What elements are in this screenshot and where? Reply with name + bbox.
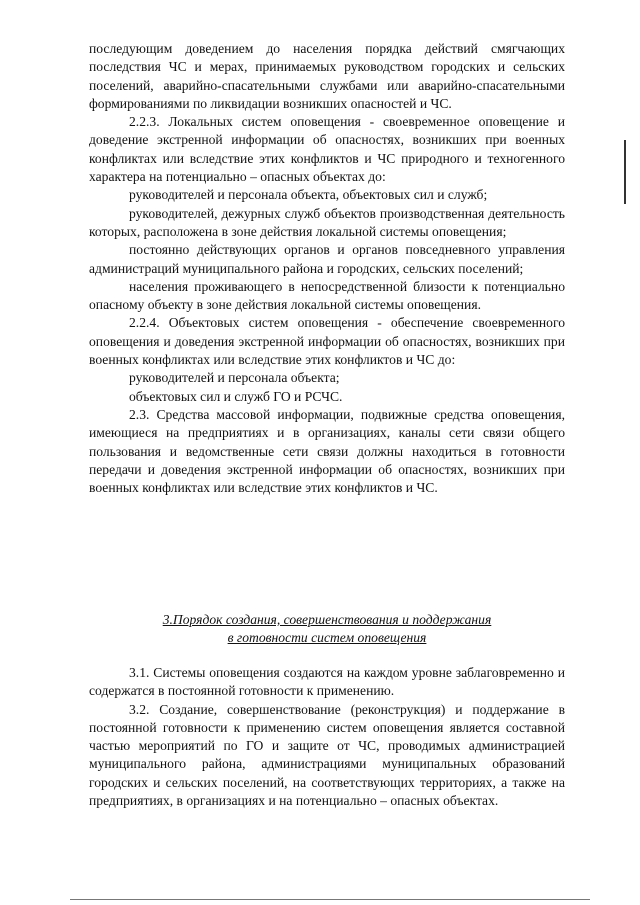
list-item-2-2-3-c: постоянно действующих органов и органов повседневного управления администраций муниципального района и городских, сельских поселений; — [89, 242, 565, 276]
paragraph-3-1: 3.1. Системы оповещения создаются на каждом уровне заблаговременно и содержатся в постоянной готовности к применению. — [89, 665, 565, 699]
section3-heading-line2: в готовности систем оповещения — [227, 630, 427, 645]
paragraph-intro-continuation: последующим доведением до населения порядка действий смягчающих последствия ЧС и мерах, принимаемых руководством городских и сельских поселений, аварийно-спасательными службами или аварийно-спасательными формированиями по ликвидации возникших опасностей и ЧС. — [89, 41, 565, 111]
section3-heading — [89, 611, 565, 647]
paragraph-2-2-3: 2.2.3. Локальных систем оповещения - своевременное оповещение и доведение экстренной информации об опасностях, возникших при военных конфликтах или вследствие этих конфликтов и ЧС природного и техногенного характера на потенциально – опасных объектах до: — [89, 114, 565, 185]
list-item-2-2-3-b: руководителей, дежурных служб объектов производственная деятельность которых, расположена в зоне действия локальной системы оповещения; — [89, 205, 565, 239]
scan-edge-mark — [624, 140, 626, 204]
list-item-2-2-4-a: руководителей и персонала объекта; — [129, 370, 340, 386]
section2-body — [89, 40, 565, 497]
paragraph-3-2: 3.2. Создание, совершенствование (реконструкция) и поддержание в постоянной готовности к применению систем оповещения является составной частью мероприятий по ГО и защите от ЧС, проводимых администрацией муниципального района, администрациями муниципальных образований городских и сельских поселений, на соответствующих территориях, а также на предприятиях, в организациях и на потенциально – опасных объектах. — [89, 701, 565, 809]
scan-bottom-rule — [70, 899, 590, 900]
section3-body — [89, 664, 565, 810]
paragraph-2-2-4: 2.2.4. Объектовых систем оповещения - обеспечение своевременного оповещения и доведения экстренной информации об опасностях, возникших при военных конфликтах или вследствие этих конфликтов и ЧС до: — [89, 315, 565, 368]
list-item-2-2-4-b: объектовых сил и служб ГО и РСЧС. — [129, 388, 343, 404]
list-item-2-2-3-a: руководителей и персонала объекта, объектовых сил и служб; — [129, 187, 488, 203]
list-item-2-2-3-d: населения проживающего в непосредственной близости к потенциально опасному объекту в зоне действия локальной системы оповещения. — [89, 278, 565, 313]
paragraph-2-3: 2.3. Средства массовой информации, подвижные средства оповещения, имеющиеся на предприятиях и в организациях, каналы сети связи общего пользования и ведомственные сети связи должны находиться в готовности передачи и доведения экстренной информации об опасностях, возникших при военных конфликтах или вследствие этих конфликтов и ЧС. — [89, 406, 565, 496]
section3-heading-line1: 3.Порядок создания, совершенствования и поддержания — [162, 612, 492, 627]
